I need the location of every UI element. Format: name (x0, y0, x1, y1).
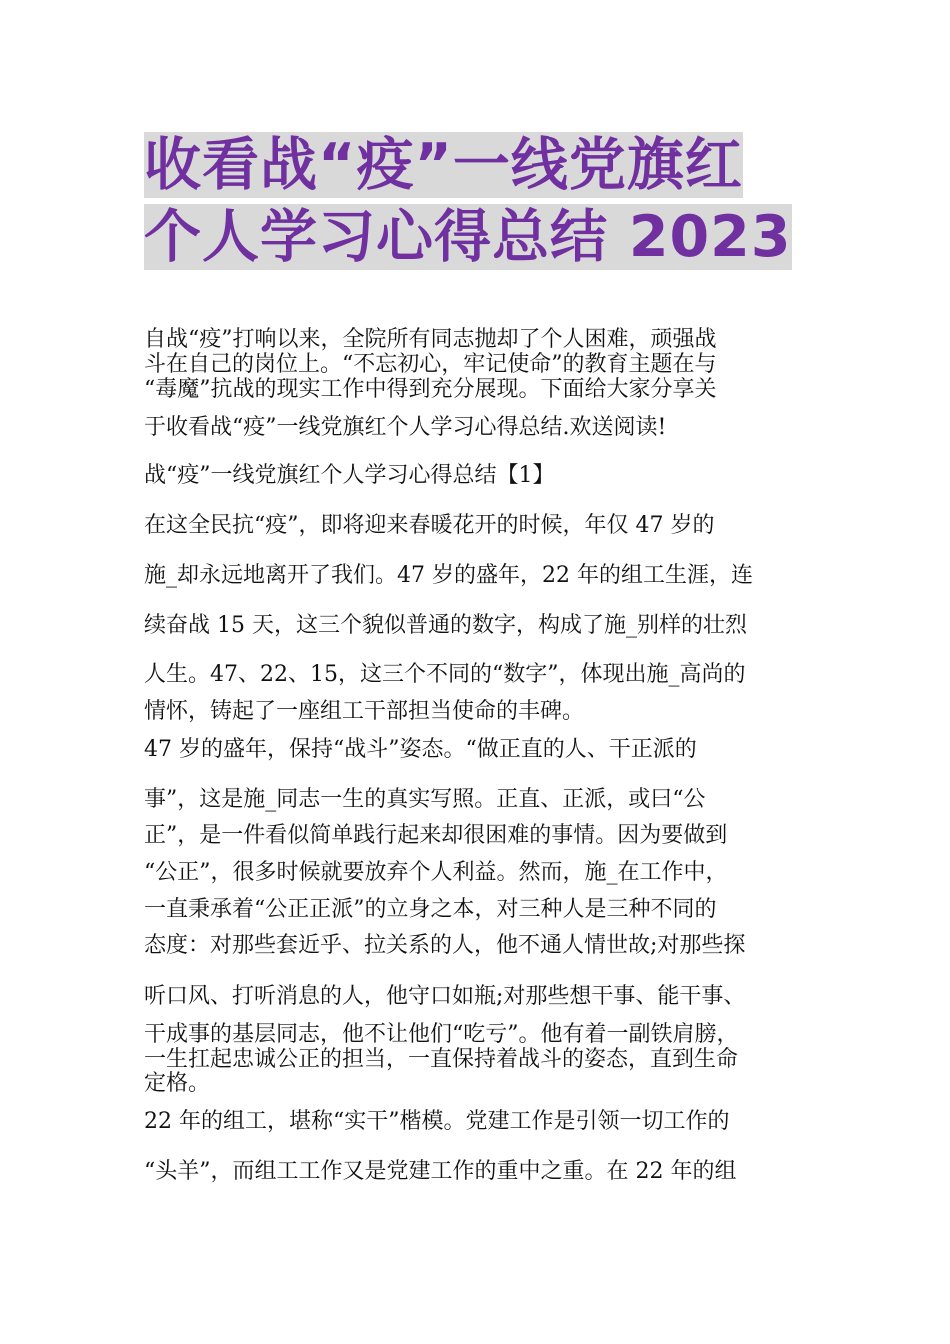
paragraph-line: 正”，是一件看似简单践行起来却很困难的事情。因为要做到 (144, 823, 728, 848)
paragraph-line: 事”，这是施_同志一生的真实写照。正直、正派，或曰“公 (144, 787, 706, 812)
paragraph-line: 一生扛起忠诚公正的担当，一直保持着战斗的姿态，直到生命 (144, 1047, 739, 1072)
title-line-2: 个人学习心得总结 2023 (144, 204, 792, 270)
paragraph-line: 一直秉承着“公正正派”的立身之本，对三种人是三种不同的 (144, 897, 717, 922)
paragraph-line: 定格。 (144, 1071, 211, 1096)
paragraph-line: 续奋战 15 天，这三个貌似普通的数字，构成了施_别样的壮烈 (144, 613, 747, 638)
section-heading: 战“疫”一线党旗红个人学习心得总结【1】 (144, 463, 555, 488)
intro-line: 斗在自己的岗位上。“不忘初心，牢记使命”的教育主题在与 (144, 352, 717, 377)
paragraph-line: 施_却永远地离开了我们。47 岁的盛年，22 年的组工生涯，连 (144, 563, 753, 588)
paragraph-line: “公正”，很多时候就要放弃个人利益。然而，施_在工作中， (144, 860, 728, 885)
paragraph-line: 在这全民抗“疫”，即将迎来春暖花开的时候，年仅 47 岁的 (144, 513, 715, 538)
paragraph-line: 人生。47、22、15，这三个不同的“数字”，体现出施_高尚的 (144, 662, 746, 687)
paragraph-line: 干成事的基层同志，他不让他们“吃亏”。他有着一副铁肩膀， (144, 1022, 739, 1047)
paragraph-line: “头羊”，而组工工作又是党建工作的重中之重。在 22 年的组 (144, 1159, 737, 1184)
intro-line: 于收看战“疫”一线党旗红个人学习心得总结.欢送阅读! (144, 415, 667, 440)
title-line-1: 收看战“疫”一线党旗红 (144, 132, 743, 198)
paragraph-line: 情怀，铸起了一座组工干部担当使命的丰碑。 (144, 699, 585, 724)
paragraph-line: 态度：对那些套近乎、拉关系的人，他不通人情世故;对那些探 (144, 933, 746, 958)
paragraph-line: 22 年的组工，堪称“实干”楷模。党建工作是引领一切工作的 (144, 1109, 730, 1134)
intro-line: “毒魔”抗战的现实工作中得到充分展现。下面给大家分享关 (144, 377, 717, 402)
intro-line: 自战“疫”打响以来，全院所有同志抛却了个人困难，顽强战 (144, 327, 717, 352)
paragraph-line: 听口风、打听消息的人，他守口如瓶;对那些想干事、能干事、 (144, 984, 746, 1009)
paragraph-line: 47 岁的盛年，保持“战斗”姿态。“做正直的人、干正派的 (144, 737, 697, 762)
document-body (144, 0, 812, 1344)
